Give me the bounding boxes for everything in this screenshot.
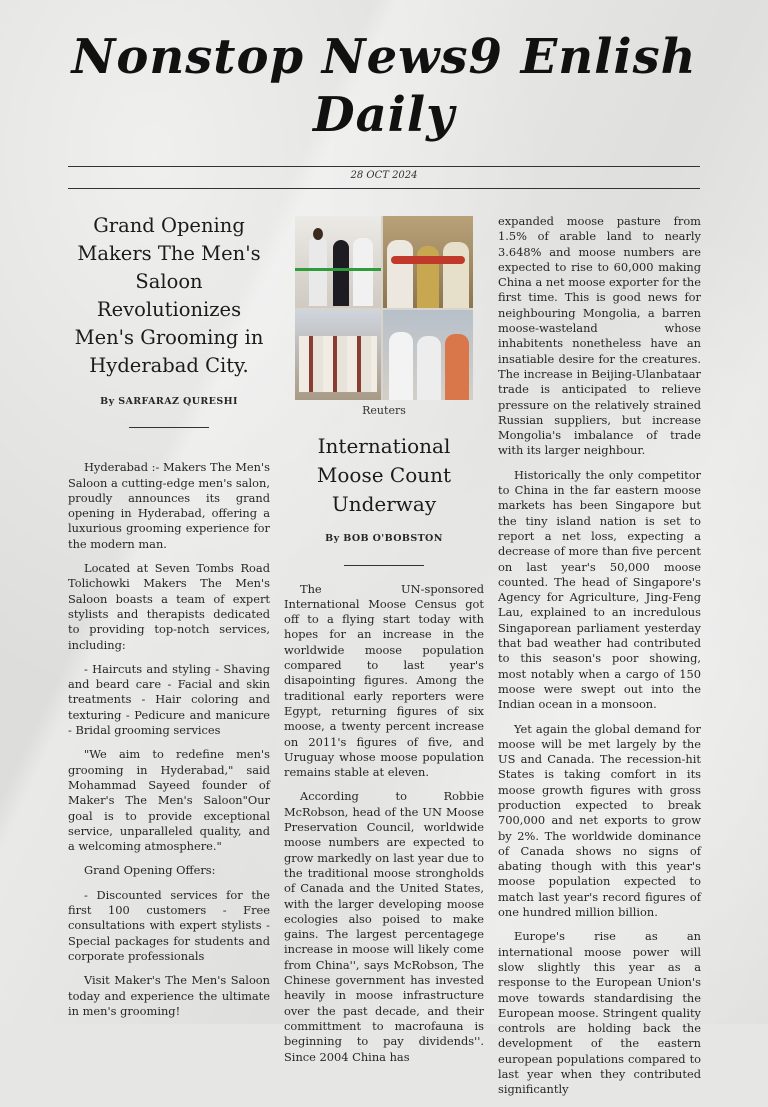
article-body: [498, 214, 701, 1098]
paragraph: Hyderabad :- Makers The Men's Saloon a cutting-edge men's salon, proudly announces its grand opening in Hyderabad, offering a luxurious grooming experience for the modern man.: [68, 460, 270, 551]
article-grand-opening: [68, 212, 270, 1028]
paragraph: Europe's rise as an international moose power will slow slightly this year as a response to the European Union's move towards standardising the European moose. Stringent quality controls are holding back the development of the eastern european populations compared to last year when they contributed significantly: [498, 929, 701, 1097]
news-photo: [295, 216, 473, 400]
masthead-rule-bottom: [68, 188, 700, 189]
masthead-rule-top: [68, 166, 700, 167]
photo-caption: Reuters: [362, 404, 406, 417]
article-byline: By BOB O'BOBSTON: [325, 533, 443, 545]
paragraph: Located at Seven Tombs Road Tolichowki Makers The Men's Saloon boasts a team of expert stylists and therapists dedicated to providing top-notch services, including:: [68, 561, 270, 652]
paragraph: "We aim to redefine men's grooming in Hyderabad," said Mohammad Sayeed founder of Maker's The Men's Saloon"Our goal is to provide exceptional service, unparalleled quality, and a welcoming atmosphere.": [68, 747, 270, 854]
byline-rule: [344, 565, 424, 566]
article-byline: By SARFARAZ QURESHI: [100, 396, 238, 407]
article-moose-continued: [498, 214, 701, 1107]
article-body: [284, 582, 484, 1065]
paragraph: - Discounted services for the first 100 customers - Free consultations with expert stylists - Special packages for students and corporate professionals: [68, 887, 270, 963]
article-body: [68, 460, 270, 1019]
dateline: 28 OCT 2024: [350, 170, 418, 181]
article-headline: International Moose Count Underway: [316, 434, 452, 517]
article-headline: Grand Opening Makers The Men's Saloon Revolutionizes Men's Grooming in Hyderabad City.: [74, 214, 264, 377]
paragraph: Historically the only competitor to China in the far eastern moose markets has been Singapore but the tiny island nation is set to report a net loss, expecting a decrease of more than five percent on last year's 50,000 moose counted. The head of Singapore's Agency for Agriculture, Jing-Feng Lau, explained to an incredulous Singaporean parliament yesterday that bad weather had contributed to this season's poor showing, most notably when a cargo of 150 moose were swept out into the Indian ocean in a monsoon.: [498, 467, 701, 712]
article-moose-count: [284, 212, 484, 1074]
paragraph: - Haircuts and styling - Shaving and beard care - Facial and skin treatments - Hair coloring and texturing - Pedicure and manicure - Bridal grooming services: [68, 661, 270, 738]
paragraph: Yet again the global demand for moose will be met largely by the US and Canada. The recession-hit States is taking comfort in its moose growth figures with gross production expected to break 700,000 and net exports to grow by 2%. The worldwide dominance of Canada shows no signs of abating though with this year's moose population expected to match last year's record figures of one hundred million billion.: [498, 721, 701, 920]
paragraph: According to Robbie McRobson, head of the UN Moose Preservation Council, worldwide moose numbers are expected to grow markedly on last year due to the traditional moose strongholds of Canada and the United States, with the larger developing moose ecologies also poised to make gains. The largest percentagege increase in moose will likely come from China'', says McRobson, The Chinese government has invested heavily in moose infrastructure over the past decade, and their committment to macrofauna is beginning to pay dividends''. Since 2004 China has: [284, 789, 484, 1064]
paragraph: The UN-sponsored International Moose Census got off to a flying start today with hopes for an increase in the worldwide moose population compared to last year's disapointing figures. Among the traditional early reporters were Egypt, returning figures of six moose, a twenty percent increase on 2011's figures of five, and Uruguay whose moose population remains stable at eleven.: [284, 581, 484, 780]
paragraph: Grand Opening Offers:: [84, 863, 216, 878]
paragraph: Visit Maker's The Men's Saloon today and experience the ultimate in men's grooming!: [68, 973, 270, 1018]
paragraph: expanded moose pasture from 1.5% of arable land to nearly 3.648% and moose numbers are expected to rise to 60,000 making China a net moose exporter for the first time. This is good news for neighbouring Mongolia, a barren moose-wasteland whose inhabitents nonetheless have an insatiable desire for the creatures. The increase in Beijing-Ulanbataar trade is anticipated to relieve pressure on the relatively strained Russian suppliers, but increase Mongolia's imbalance of trade with its larger neighbour.: [498, 214, 701, 458]
byline-rule: [129, 427, 209, 428]
masthead-title: Nonstop News9 Enlish Daily: [71, 29, 697, 143]
